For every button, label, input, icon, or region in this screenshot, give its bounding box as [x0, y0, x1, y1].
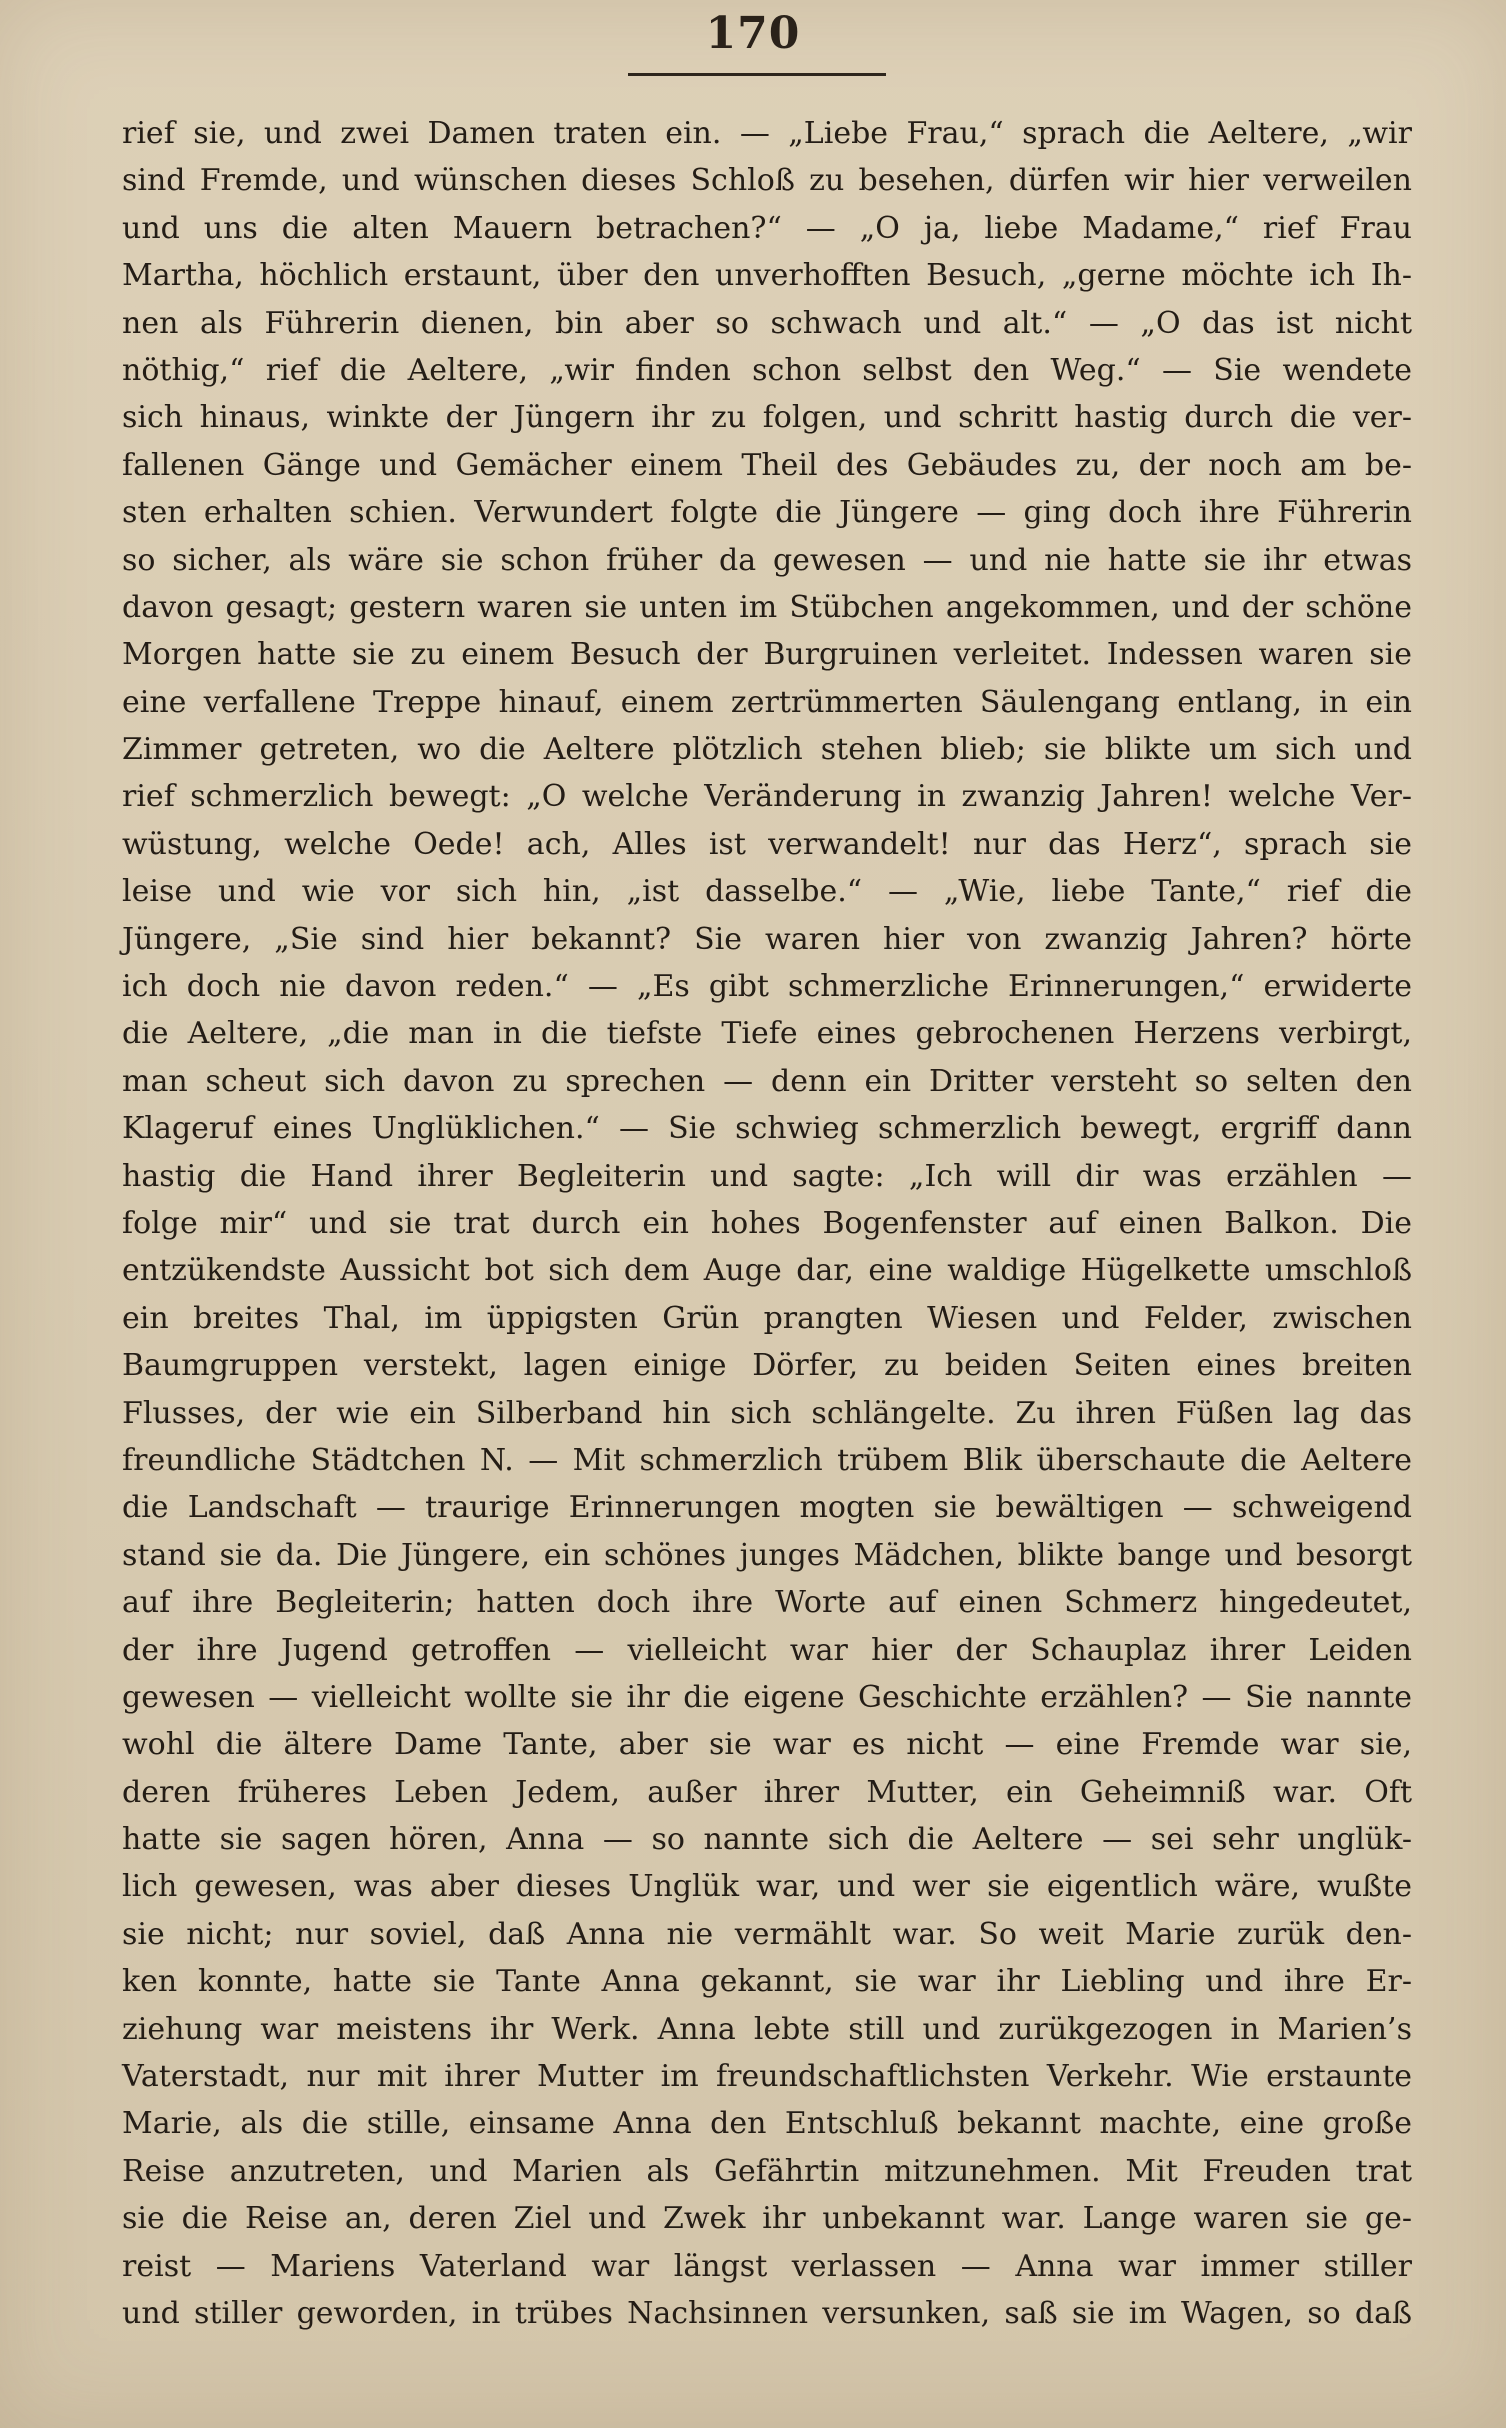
text-line: nöthig,“ rief die Aeltere, „wir finden schon selbst den Weg.“ — Sie wendete: [122, 352, 1412, 388]
text-line: sie nicht; nur soviel, daß Anna nie vermählt war. So weit Marie zurük den-: [122, 1916, 1412, 1952]
text-line: nen als Führerin dienen, bin aber so schwach und alt.“ — „O das ist nicht: [122, 305, 1412, 341]
text-line: Baumgruppen verstekt, lagen einige Dörfer, zu beiden Seiten eines breiten: [122, 1348, 1412, 1384]
text-line: so sicher, als wäre sie schon früher da gewesen — und nie hatte sie ihr etwas: [122, 542, 1412, 578]
text-line: sten erhalten schien. Verwundert folgte die Jüngere — ging doch ihre Führerin: [122, 495, 1412, 531]
text-line: freundliche Städtchen N. — Mit schmerzlich trübem Blik überschaute die Aeltere: [122, 1442, 1412, 1478]
text-line: ich doch nie davon reden.“ — „Es gibt schmerzliche Erinnerungen,“ erwiderte: [122, 969, 1412, 1005]
text-line: man scheut sich davon zu sprechen — denn ein Dritter versteht so selten den: [122, 1063, 1412, 1099]
text-line: auf ihre Begleiterin; hatten doch ihre Worte auf einen Schmerz hingedeutet,: [122, 1585, 1412, 1621]
text-line: Flusses, der wie ein Silberband hin sich schlängelte. Zu ihren Füßen lag das: [122, 1395, 1412, 1431]
text-line: Morgen hatte sie zu einem Besuch der Burgruinen verleitet. Indessen waren sie: [122, 637, 1412, 673]
text-line: stand sie da. Die Jüngere, ein schönes junges Mädchen, blikte bange und besorgt: [122, 1537, 1412, 1573]
body-text: [122, 110, 1412, 2337]
text-line: gewesen — vielleicht wollte sie ihr die eigene Geschichte erzählen? — Sie nannte: [122, 1679, 1412, 1715]
text-line: fallenen Gänge und Gemächer einem Theil des Gebäudes zu, der noch am be-: [122, 447, 1412, 483]
text-line: folge mir“ und sie trat durch ein hohes Bogenfenster auf einen Balkon. Die: [122, 1205, 1412, 1241]
text-line: ken konnte, hatte sie Tante Anna gekannt, sie war ihr Liebling und ihre Er-: [122, 1964, 1412, 2000]
text-line: leise und wie vor sich hin, „ist dasselbe.“ — „Wie, liebe Tante,“ rief die: [122, 874, 1412, 910]
text-line: Zimmer getreten, wo die Aeltere plötzlich stehen blieb; sie blikte um sich und: [122, 732, 1412, 768]
text-line: Marie, als die stille, einsame Anna den Entschluß bekannt machte, eine große: [122, 2106, 1412, 2142]
text-line: die Landschaft — traurige Erinnerungen mogten sie bewältigen — schweigend: [122, 1490, 1412, 1526]
text-line: hastig die Hand ihrer Begleiterin und sagte: „Ich will dir was erzählen —: [122, 1158, 1412, 1194]
text-line: entzükendste Aussicht bot sich dem Auge dar, eine waldige Hügelkette umschloß: [122, 1253, 1412, 1289]
text-line: wüstung, welche Oede! ach, Alles ist verwandelt! nur das Herz“, sprach sie: [122, 826, 1412, 862]
text-line: reist — Mariens Vaterland war längst verlassen — Anna war immer stiller: [122, 2248, 1412, 2284]
text-line: hatte sie sagen hören, Anna — so nannte sich die Aeltere — sei sehr unglük-: [122, 1822, 1412, 1858]
text-line: sind Fremde, und wünschen dieses Schloß zu besehen, dürfen wir hier verweilen: [122, 163, 1412, 199]
text-line: davon gesagt; gestern waren sie unten im Stübchen angekommen, und der schöne: [122, 589, 1412, 625]
text-line: und stiller geworden, in trübes Nachsinnen versunken, saß sie im Wagen, so daß: [122, 2295, 1412, 2331]
text-line: die Aeltere, „die man in die tiefste Tiefe eines gebrochenen Herzens verbirgt,: [122, 1016, 1412, 1052]
text-line: der ihre Jugend getroffen — vielleicht war hier der Schauplaz ihrer Leiden: [122, 1632, 1412, 1668]
text-line: eine verfallene Treppe hinauf, einem zertrümmerten Säulengang entlang, in ein: [122, 684, 1412, 720]
text-line: deren früheres Leben Jedem, außer ihrer Mutter, ein Geheimniß war. Oft: [122, 1774, 1412, 1810]
text-line: ziehung war meistens ihr Werk. Anna lebte still und zurükgezogen in Marien’s: [122, 2011, 1412, 2047]
text-line: lich gewesen, was aber dieses Unglük war, und wer sie eigentlich wäre, wußte: [122, 1869, 1412, 1905]
text-line: Martha, höchlich erstaunt, über den unverhofften Besuch, „gerne möchte ich Ih-: [122, 258, 1412, 294]
text-line: Vaterstadt, nur mit ihrer Mutter im freundschaftlichsten Verkehr. Wie erstaunte: [122, 2059, 1412, 2095]
text-line: wohl die ältere Dame Tante, aber sie war es nicht — eine Fremde war sie,: [122, 1727, 1412, 1763]
text-line: Jüngere, „Sie sind hier bekannt? Sie waren hier von zwanzig Jahren? hörte: [122, 921, 1412, 957]
text-line: Klageruf eines Unglüklichen.“ — Sie schwieg schmerzlich bewegt, ergriff dann: [122, 1111, 1412, 1147]
text-line: und uns die alten Mauern betrachen?“ — „O ja, liebe Madame,“ rief Frau: [122, 210, 1412, 246]
text-line: sie die Reise an, deren Ziel und Zwek ihr unbekannt war. Lange waren sie ge-: [122, 2201, 1412, 2237]
page-number: 170: [705, 8, 801, 59]
header-rule: [628, 73, 886, 76]
text-line: rief schmerzlich bewegt: „O welche Veränderung in zwanzig Jahren! welche Ver-: [122, 779, 1412, 815]
text-line: ein breites Thal, im üppigsten Grün prangten Wiesen und Felder, zwischen: [122, 1300, 1412, 1336]
text-line: sich hinaus, winkte der Jüngern ihr zu folgen, und schritt hastig durch die ver-: [122, 400, 1412, 436]
text-line: rief sie, und zwei Damen traten ein. — „Liebe Frau,“ sprach die Aeltere, „wir: [122, 116, 1412, 151]
text-line: Reise anzutreten, und Marien als Gefährtin mitzunehmen. Mit Freuden trat: [122, 2153, 1412, 2189]
